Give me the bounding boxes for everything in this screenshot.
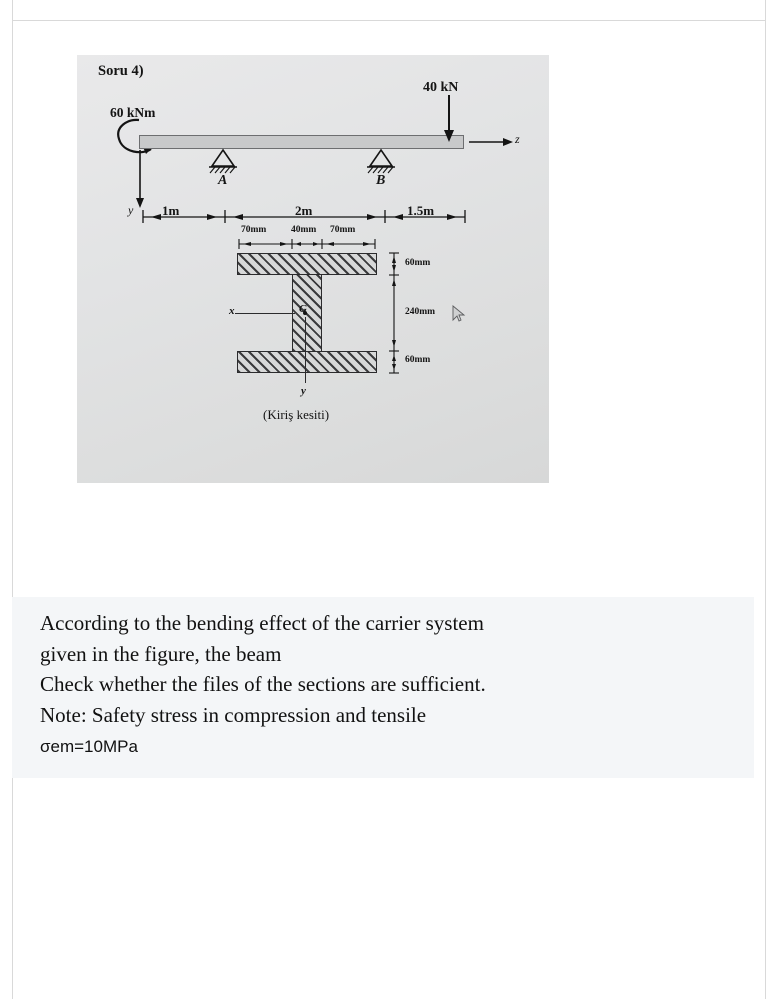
section-width-web-label: 40mm (291, 225, 317, 235)
statement-line-5: σem=10MPa (40, 737, 138, 757)
figure-inner (77, 55, 549, 483)
beam-bar (139, 135, 464, 149)
section-x-axis-line (235, 313, 295, 314)
applied-moment-label: 60 kNm (110, 105, 156, 120)
question-statement-block (12, 597, 754, 778)
section-x-axis-label: x (229, 305, 235, 317)
bottom-flange (237, 351, 377, 373)
point-load-arrow-icon (443, 95, 455, 143)
section-width-dimension-line (237, 238, 377, 250)
span-left-label: 1m (162, 203, 180, 218)
applied-force-label: 40 kN (423, 80, 459, 95)
section-y-axis-line (305, 317, 306, 383)
section-height-dimension-line (387, 251, 401, 375)
page-border-left (12, 0, 13, 999)
statement-line-4: Note: Safety stress in compression and tensile (40, 702, 427, 727)
span-right-label: 1.5m (407, 203, 435, 218)
page-border-right (765, 0, 766, 999)
z-axis-label: z (515, 132, 520, 146)
statement-line-3: Check whether the files of the sections are sufficient. (40, 672, 486, 697)
section-top-flange-height-label: 60mm (405, 258, 431, 268)
support-b-icon (361, 148, 401, 176)
section-caption: (Kiriş kesiti) (263, 407, 330, 422)
section-web-height-label: 240mm (405, 307, 436, 317)
section-width-left-label: 70mm (241, 225, 267, 235)
statement-line-2: given in the figure, the beam (40, 641, 282, 666)
page-border-top (12, 20, 766, 21)
centroid-label: G (299, 303, 307, 315)
web (292, 274, 322, 352)
mouse-cursor-icon (452, 305, 466, 323)
section-bottom-flange-height-label: 60mm (405, 355, 431, 365)
top-flange (237, 253, 377, 275)
section-width-right-label: 70mm (330, 225, 356, 235)
z-axis-arrow-icon (469, 133, 515, 151)
section-y-axis-label: y (301, 385, 306, 397)
span-mid-label: 2m (295, 203, 313, 218)
y-axis-label: y (128, 203, 134, 217)
support-a-label: A (218, 173, 228, 188)
statement-line-1: According to the bending effect of the carrier system (40, 611, 484, 635)
question-label: Soru 4) (98, 63, 144, 79)
beam-figure-photo (77, 55, 549, 483)
support-a-icon (203, 148, 243, 176)
y-axis-arrow-icon (134, 150, 146, 210)
support-b-label: B (376, 173, 386, 188)
